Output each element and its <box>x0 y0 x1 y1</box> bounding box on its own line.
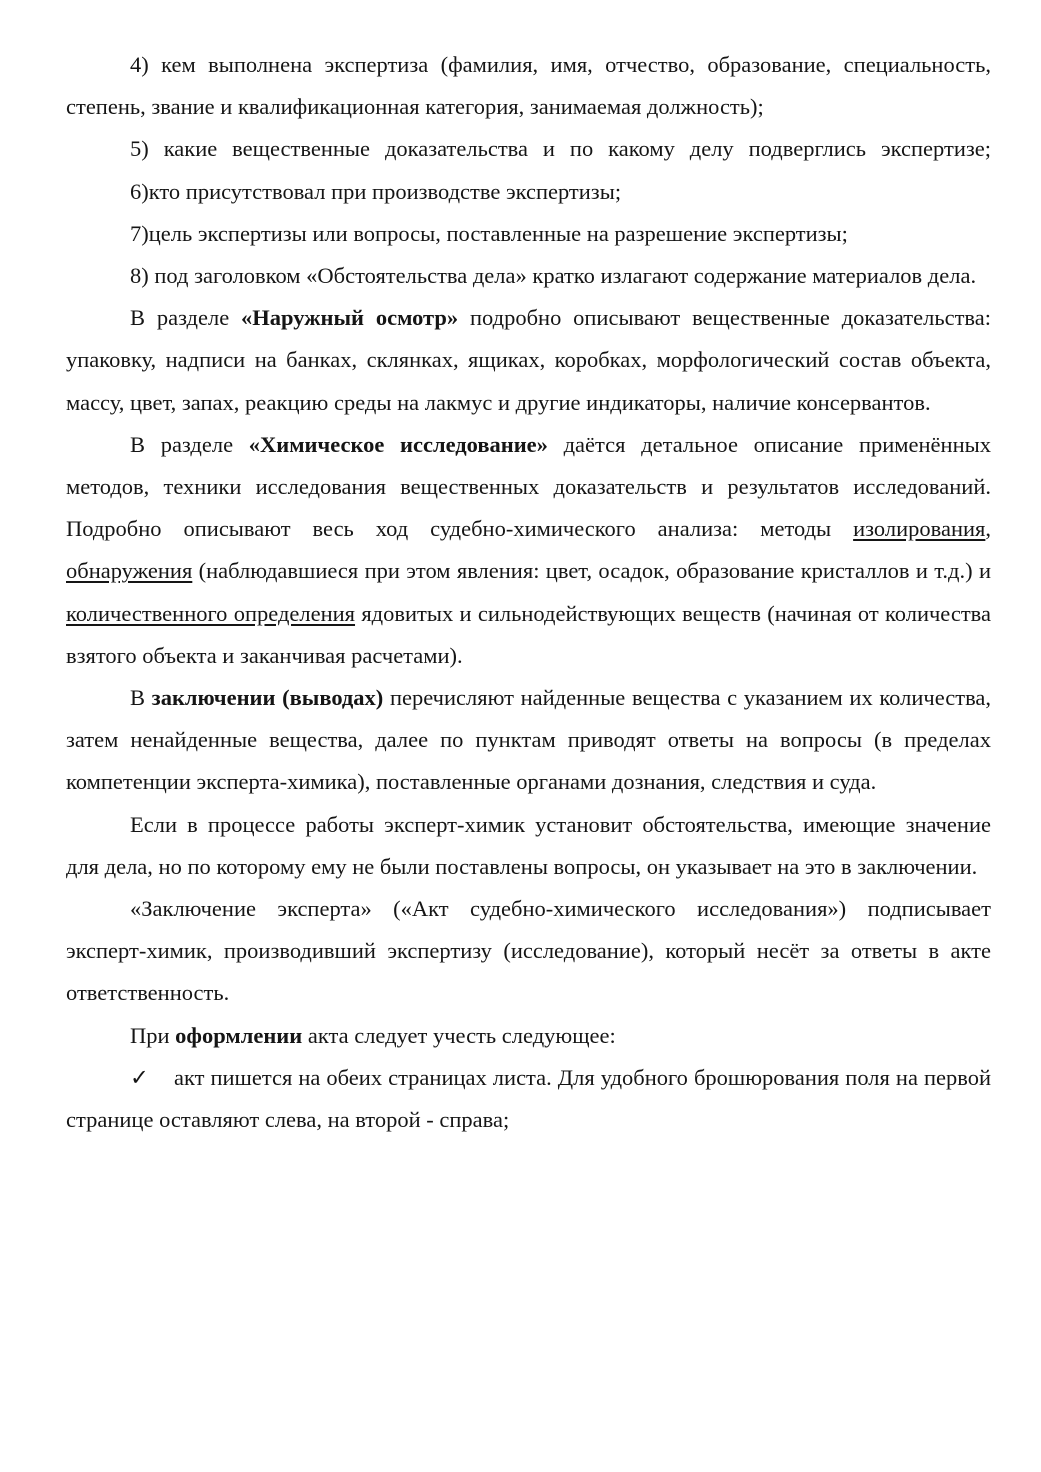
text-run: В <box>130 685 152 711</box>
term-isolation: изолирования <box>853 516 986 542</box>
paragraph-attendees: 6)кто присутствовал при производстве экспертизы; <box>130 178 622 204</box>
checkmark-icon: ✓ <box>130 1064 149 1090</box>
paragraph-chemical-study <box>66 424 991 677</box>
text-run: даётся детальное описание применённых методов, техники исследования вещественных доказательств и результатов исследований. Подробно описывают весь ход судебно-химического анализа: методы <box>66 431 991 542</box>
text-run: (наблюдавшиеся при этом явления: цвет, осадок, образование кристаллов и т.д.) и <box>192 558 991 584</box>
paragraph-purpose: 7)цель экспертизы или вопросы, поставленные на разрешение экспертизы; <box>130 220 848 246</box>
text-run: При <box>130 1022 176 1048</box>
document-page <box>66 44 991 1141</box>
text-run: ядовитых и сильнодействующих веществ (начиная от количества взятого объекта и заканчивая расчетами). <box>66 600 991 668</box>
section-name-chemical: «Химическое исследование» <box>248 431 548 457</box>
paragraph-signature: «Заключение эксперта» («Акт судебно-химического исследования») подписывает эксперт-химик, производивший экспертизу (исследование), который несёт за ответы в акте ответственность. <box>66 896 991 1006</box>
term-detection: обнаружения <box>66 558 193 584</box>
term-quantification: количественного определения <box>66 600 356 626</box>
text-run: В разделе <box>130 431 249 457</box>
text-run: подробно описывают вещественные доказательства: упаковку, надписи на банках, склянках, ящиках, коробках, морфологический состав объекта, массу, цвет, запах, реакцию среды на лакмус и другие индикаторы, наличие консервантов. <box>66 305 991 415</box>
text-run: В разделе <box>130 305 242 331</box>
section-name-external: «Наружный осмотр» <box>241 305 459 331</box>
paragraph-circumstances: 8) под заголовком «Обстоятельства дела» кратко излагают содержание материалов дела. <box>130 263 977 289</box>
paragraph-formatting <box>66 1015 991 1057</box>
text-run: , <box>985 516 991 542</box>
section-name-conclusion: заключении (выводах) <box>151 685 384 711</box>
paragraph-conclusion <box>66 677 991 804</box>
bullet-item <box>66 1057 991 1141</box>
text-run: перечисляют найденные вещества с указанием их количества, затем ненайденные вещества, далее по пунктам приводят ответы на вопросы (в пределах компетенции эксперта-химика), поставленные органами дознания, следствия и суда. <box>66 685 992 795</box>
paragraph-external-examination <box>66 297 991 424</box>
term-formatting: оформлении <box>175 1022 303 1048</box>
bullet-text: акт пишется на обеих страницах листа. Для удобного брошюрования поля на первой странице оставляют слева, на второй - справа; <box>66 1064 991 1133</box>
paragraph-expert-info: 4) кем выполнена экспертиза (фамилия, имя, отчество, образование, специальность, степень, звание и квалификационная категория, занимаемая должность); <box>66 52 991 120</box>
paragraph-evidence: 5) какие вещественные доказательства и по какому делу подверглись экспертизе; <box>130 136 991 162</box>
paragraph-extra-circumstances: Если в процессе работы эксперт-химик установит обстоятельства, имеющие значение для дела, но по которому ему не были поставлены вопросы, он указывает на это в заключении. <box>66 811 991 879</box>
text-run: акта следует учесть следующее: <box>302 1022 616 1048</box>
